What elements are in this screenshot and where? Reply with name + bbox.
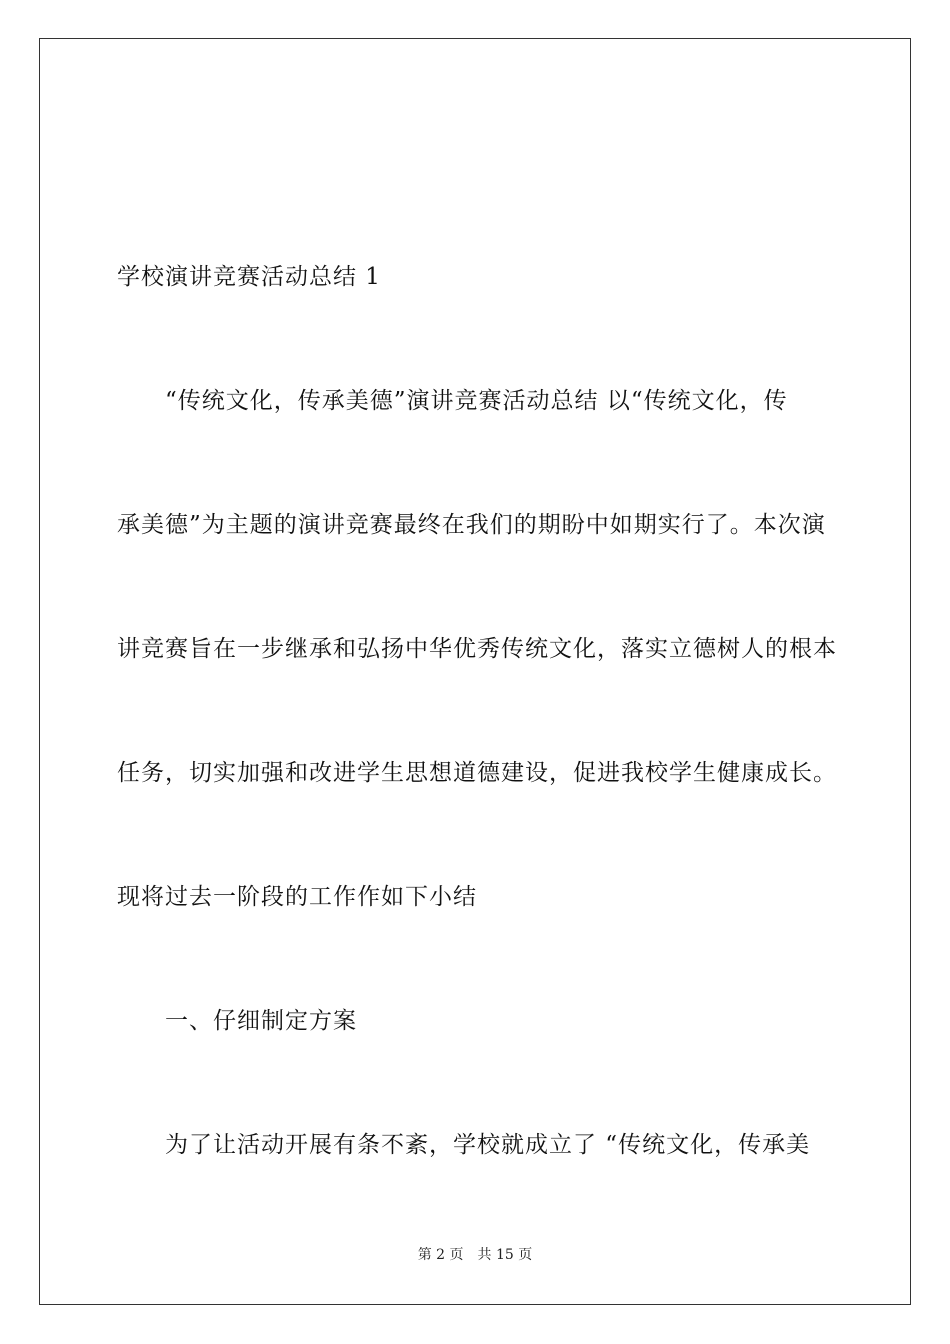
page-footer — [0, 1244, 950, 1264]
page-total: 共 15 页 — [477, 1247, 533, 1263]
paragraph-line-5: 现将过去一阶段的工作作如下小结 — [117, 884, 477, 910]
paragraph-line-4: 任务，切实加强和改进学生思想道德建设，促进我校学生健康成长。 — [117, 760, 837, 786]
page-frame — [39, 38, 911, 1305]
paragraph-line-3: 讲竞赛旨在一步继承和弘扬中华优秀传统文化，落实立德树人的根本 — [117, 636, 837, 662]
paragraph-line-2: 承美德”为主题的演讲竞赛最终在我们的期盼中如期实行了。本次演 — [117, 512, 826, 538]
document-title: 学校演讲竞赛活动总结 1 — [117, 264, 381, 290]
section-heading: 一、仔细制定方案 — [165, 1008, 357, 1034]
paragraph-line-6: 为了让活动开展有条不紊，学校就成立了 “传统文化，传承美 — [165, 1132, 811, 1158]
paragraph-line-1: “传统文化，传承美德”演讲竞赛活动总结 以“传统文化，传 — [165, 388, 788, 414]
page-number: 第 2 页 — [417, 1247, 464, 1263]
